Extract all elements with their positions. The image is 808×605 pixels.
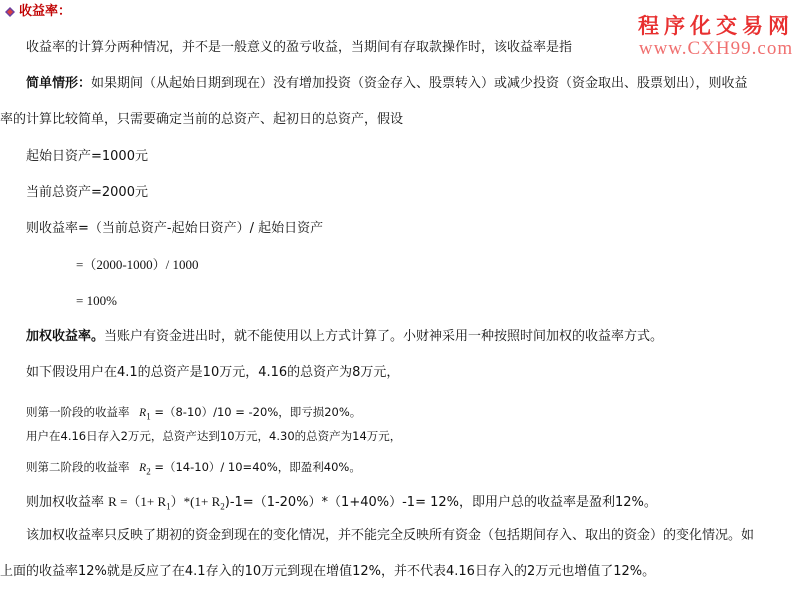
total-line	[26, 494, 657, 515]
stage1-rest: =（8-10）/10 = -20%，即亏损20%。	[154, 405, 362, 419]
watermark-logo	[638, 10, 794, 60]
simple-result: = 100%	[76, 293, 117, 308]
stage1-prefix: 则第一阶段的收益率	[26, 405, 130, 419]
total-formula: R =（1+ R	[108, 494, 167, 509]
watermark-url: www.CXH99.com	[638, 38, 794, 59]
stage2-prefix: 则第二阶段的收益率	[26, 460, 130, 474]
watermark-cn: 程序化交易网	[638, 14, 794, 38]
stage2-rest: =（14-10）/ 10=40%，即盈利40%。	[154, 460, 361, 474]
example-text: 如下假设用户在4.1的总资产是10万元，4.16的总资产为8万元，	[26, 365, 400, 380]
simple-formula: 则收益率=（当前总资产-起始日资产）/ 起始日资产	[26, 221, 324, 236]
stage1-formula: R	[139, 407, 147, 419]
simple-label: 简单情形：	[26, 76, 92, 91]
total-prefix: 则加权收益率	[26, 495, 105, 510]
current-asset: 当前总资产=2000元	[26, 185, 148, 200]
simple-text-2: 率的计算比较简单，只需要确定当前的总资产、起初日的总资产，假设	[0, 112, 404, 127]
total-sub-1: 1	[166, 501, 171, 512]
weighted-text: 当账户有资金进出时，就不能使用以上方式计算了。小财神采用一种按照时间加权的收益率方式。	[104, 329, 664, 344]
weighted-paragraph	[26, 329, 663, 345]
total-sub-2: 2	[220, 501, 225, 512]
bullet-icon	[4, 6, 16, 18]
stage2-formula: R	[139, 462, 147, 474]
intro-paragraph: 收益率的计算分两种情况，并不是一般意义的盈亏收益，当期间有存取款操作时，该收益率是指	[26, 40, 573, 55]
start-asset: 起始日资产=1000元	[26, 149, 148, 164]
note-line-2: 上面的收益率12%就是反应了在4.1存入的10万元到现在增值12%，并不代表4.16日存入的2万元也增值了12%。	[0, 564, 656, 579]
simple-text-1: 如果期间（从起始日期到现在）没有增加投资（资金存入、股票转入）或减少投资（资金取出、股票划出），则收益	[91, 76, 748, 91]
stage1-line	[26, 404, 361, 424]
deposit-text: 用户在4.16日存入2万元，总资产达到10万元，4.30的总资产为14万元，	[26, 429, 402, 443]
simple-calc: =（2000-1000）/ 1000	[76, 257, 199, 272]
stage1-sub: 1	[146, 411, 151, 422]
total-end: )-1=（1-20%）*（1+40%）-1= 12%，即用户总的收益率是盈利12%。	[224, 495, 657, 510]
weighted-label: 加权收益率。	[26, 329, 105, 344]
stage2-line	[26, 459, 361, 479]
stage2-sub: 2	[146, 466, 151, 477]
section-title	[4, 4, 71, 20]
title-text: 收益率：	[19, 4, 72, 19]
total-mid: ）*(1+ R	[170, 494, 221, 509]
simple-paragraph	[26, 76, 748, 92]
note-line-1: 该加权收益率只反映了期初的资金到现在的变化情况，并不能完全反映所有资金（包括期间存入、取出的资金）的变化情况。如	[26, 528, 755, 543]
